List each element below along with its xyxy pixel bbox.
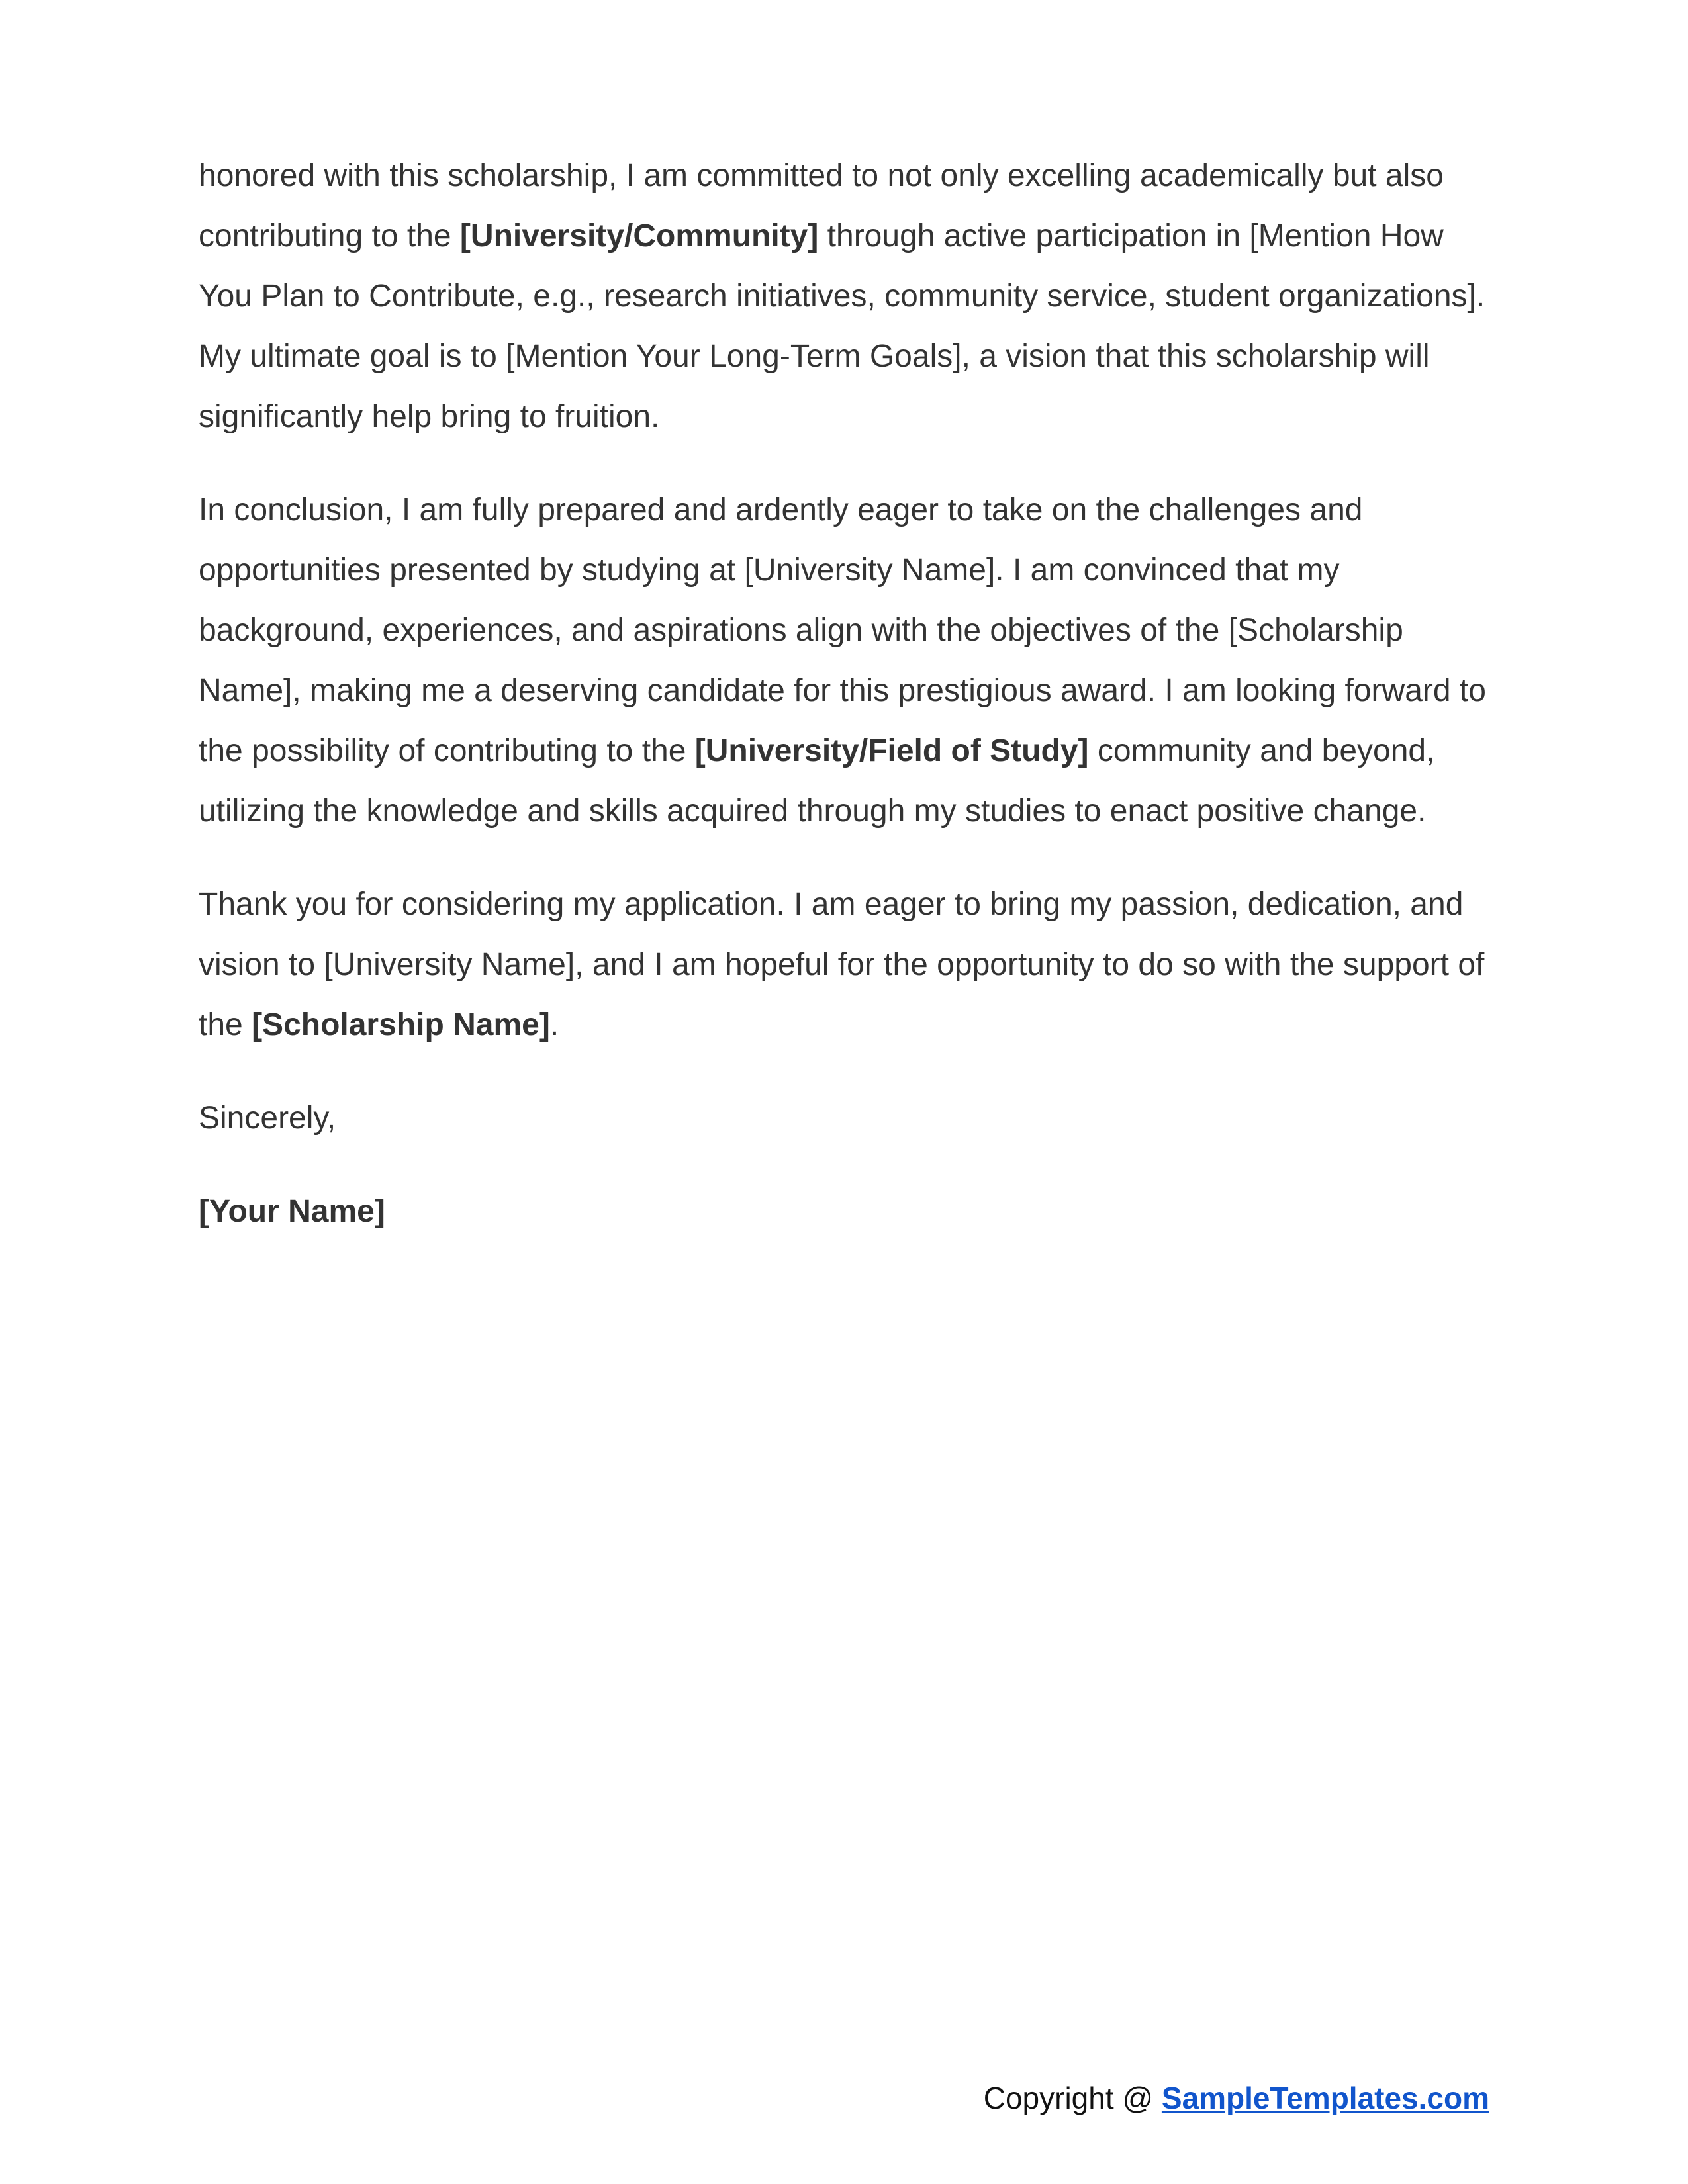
copyright-footer [984, 2078, 1489, 2118]
bold-placeholder: [University/Community] [459, 218, 819, 253]
sampletemplates-link[interactable]: SampleTemplates.com [1161, 2081, 1489, 2115]
paragraph-thanks [199, 874, 1496, 1055]
copyright-prefix: Copyright @ [983, 2081, 1162, 2115]
paragraph-text: honored with this scholarship, I am committed to not only excelling academically but also contributing to the [199, 158, 1444, 253]
paragraph-text: Thank you for considering my application. I am eager to bring my passion, dedication, and vision to [University Name], and I am hopeful for the opportunity to do so with the support of the [199, 887, 1485, 1042]
paragraph-text: . [549, 1007, 559, 1042]
bold-placeholder: [University/Field of Study] [694, 733, 1089, 768]
paragraph-conclusion [199, 480, 1496, 841]
signature-name: [Your Name] [199, 1194, 385, 1229]
paragraph-text: community and beyond, utilizing the knowledge and skills acquired through my studies to enact positive change. [199, 733, 1435, 829]
paragraph-text: In conclusion, I am fully prepared and ardently eager to take on the challenges and opportunities presented by studying at [University Name]. I am convinced that my background, experiences, and aspirations align with the objectives of the [Scholarship Name], making me a deserving candidate for this prestigious award. I am looking forward to the possibility of contributing to the [199, 492, 1486, 768]
letter-body [199, 146, 1496, 1275]
bold-placeholder: [Scholarship Name] [252, 1007, 550, 1042]
paragraph-text: through active participation in [Mention How You Plan to Contribute, e.g., research initiatives, community service, student organizations]. My ultimate goal is to [Mention Your Long-Term Goals], a vision that this scholarship will significantly help bring to fruition. [199, 218, 1485, 434]
paragraph-contribution [199, 146, 1496, 447]
closing: Sincerely, [199, 1101, 336, 1136]
